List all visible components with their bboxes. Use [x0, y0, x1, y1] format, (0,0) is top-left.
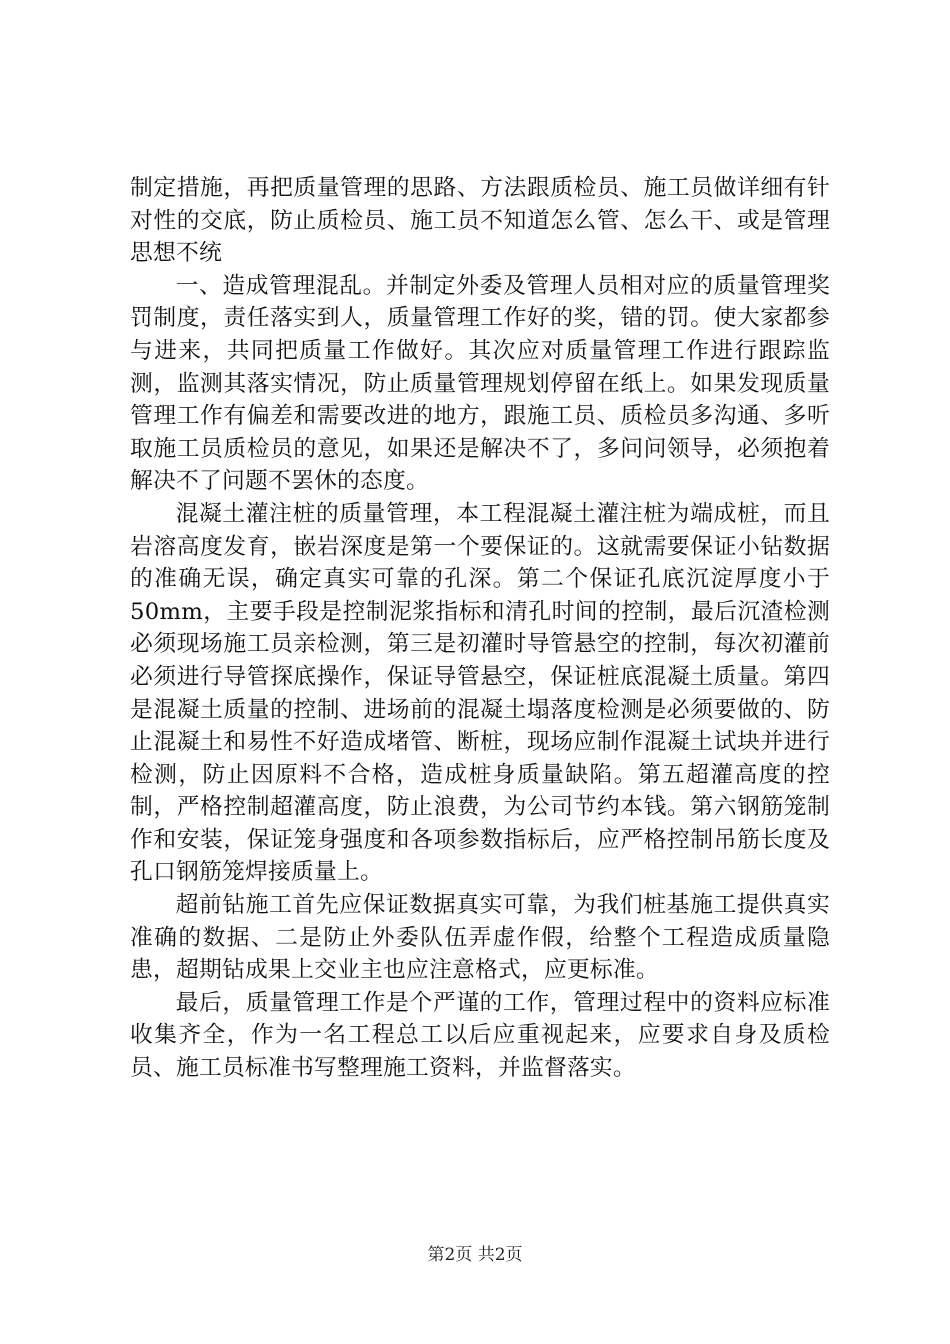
paragraph-pile-quality: 混凝土灌注桩的质量管理，本工程混凝土灌注桩为端成桩，而且岩溶高度发育，嵌岩深度是第一个要保证的。这就需要保证小钻数据的准确无误，确定真实可靠的孔深。第二个保证孔底沉淀厚度小于50mm，主要手段是控制泥浆指标和清孔时间的控制，最后沉渣检测必须现场施工员亲检测，第三是初灌时导管悬空的控制，每次初灌前必须进行导管探底操作，保证导管悬空，保证桩底混凝土质量。第四是混凝土质量的控制、进场前的混凝土塌落度检测是必须要做的、防止混凝土和易性不好造成堵管、断桩，现场应制作混凝土试块并进行检测，防止因原料不合格，造成桩身质量缺陷。第五超灌高度的控制，严格控制超灌高度，防止浪费，为公司节约本钱。第六钢筋笼制作和安装，保证笼身强度和各项参数指标后，应严格控制吊筋长度及孔口钢筋笼焊接质量上。: [130, 500, 830, 886]
page-footer: [0, 1245, 950, 1265]
document-body: [130, 172, 830, 1085]
paragraph-advance-drilling: 超前钻施工首先应保证数据真实可靠，为我们桩基施工提供真实准确的数据、二是防止外委队伍弄虚作假，给整个工程造成质量隐患，超期钻成果上交业主也应注意格式，应更标准。: [130, 892, 830, 984]
paragraph-conclusion: 最后，质量管理工作是个严谨的工作，管理过程中的资料应标准收集齐全，作为一名工程总工以后应重视起来，应要求自身及质检员、施工员标准书写整理施工资料，并监督落实。: [130, 989, 830, 1082]
paragraph-continuation: 制定措施，再把质量管理的思路、方法跟质检员、施工员做详细有针对性的交底，防止质检员、施工员不知道怎么管、怎么干、或是管理思想不统: [130, 175, 830, 267]
page-number-label: 第2页 共2页: [427, 1245, 523, 1265]
paragraph-management-confusion: 一、造成管理混乱。并制定外委及管理人员相对应的质量管理奖罚制度，责任落实到人，质量管理工作好的奖，错的罚。使大家都参与进来，共同把质量工作做好。其次应对质量管理工作进行跟踪监测，监测其落实情况，防止质量管理规划停留在纸上。如果发现质量管理工作有偏差和需要改进的地方，跟施工员、质检员多沟通、多听取施工员质检员的意见，如果还是解决不了，多问问领导，必须抱着解决不了问题不罢休的态度。: [130, 272, 830, 495]
